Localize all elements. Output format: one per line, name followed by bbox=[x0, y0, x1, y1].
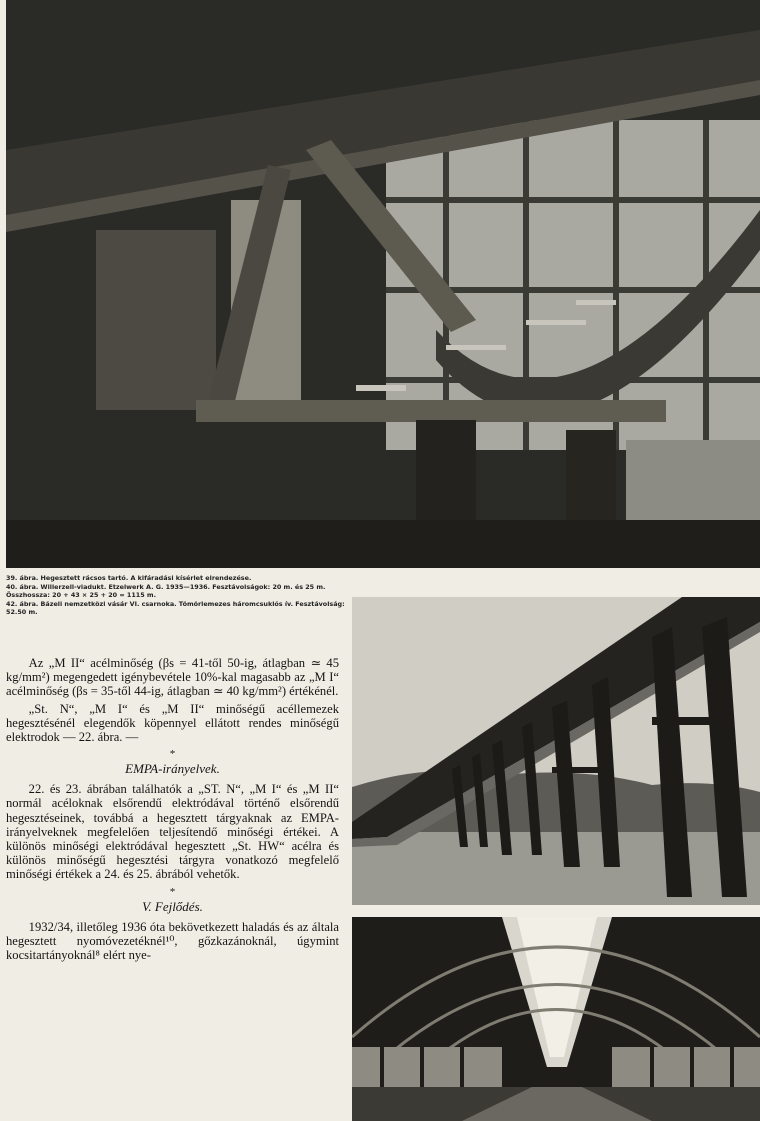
section-separator: * bbox=[169, 748, 176, 761]
body-text bbox=[6, 656, 339, 962]
heading-empa: EMPA-irányelvek. bbox=[125, 761, 220, 777]
paragraph-empa: 22. és 23. ábrában találhatók a „ST. N“, „M I“ és „M II“ normál acéloknak elsőrendű elektródával történő elsőrendű hegesztéseinek, továbbá a hegesztett tárgyaknak az EMPA-irányelveknek megfelelően teljesítendő minőségi értékei. A különös minőségi elektródával hegesztett „St. HW“ acélra és különös minőségű hegesztési tárgyra vonatkozó megfelelő minőségi értékek a 24. és 25. ábrából vehetők. bbox=[6, 782, 339, 882]
paragraph-electrodes: „St. N“, „M I“ és „M II“ minőségű acéllemezek hegesztésénél elegendők köpennyel ellátott rendes minőségű elektrodok — 22. ábra. — bbox=[6, 701, 339, 745]
caption-42: 42. ábra. Bázeli nemzetközi vásár VI. csarnoka. Tömörlemezes háromcsuklós ív. Fesztávolság: 52.50 m. bbox=[6, 600, 345, 616]
caption-39: 39. ábra. Hegesztett rácsos tartó. A kifáradási kísérlet elrendezése. bbox=[6, 574, 252, 582]
figure-42-photo bbox=[352, 917, 760, 1121]
paragraph-development: 1932/34, illetőleg 1936 óta bekövetkezett haladás és az általa hegesztett nyomóvezetéknél¹⁰, gőzkazánoknál, úgymint kocsitartányoknál⁸ elért nye- bbox=[6, 919, 339, 963]
caption-40: 40. ábra. Willerzell-viadukt. Etzelwerk A. G. 1935—1936. Fesztávolságok: 20 m. és 25 m. Összhossza: 20 + 43 × 25 + 20 = 1115 m. bbox=[6, 583, 326, 599]
heading-development: V. Fejlődés. bbox=[142, 898, 203, 914]
figure-39-photo bbox=[6, 0, 760, 568]
section-separator-2: * bbox=[169, 885, 176, 898]
figure-40-photo bbox=[352, 597, 760, 905]
paragraph-steel-grade: Az „M II“ acélminőség (βs = 41-től 50-ig, átlagban ≃ 45 kg/mm²) megengedett igénybevétele 10%-kal magasabb az „M I“ acélminőség (βs = 35-től 44-ig, átlagban ≃ 40 kg/mm²) értékénél. bbox=[6, 656, 339, 699]
figure-captions bbox=[6, 574, 346, 616]
